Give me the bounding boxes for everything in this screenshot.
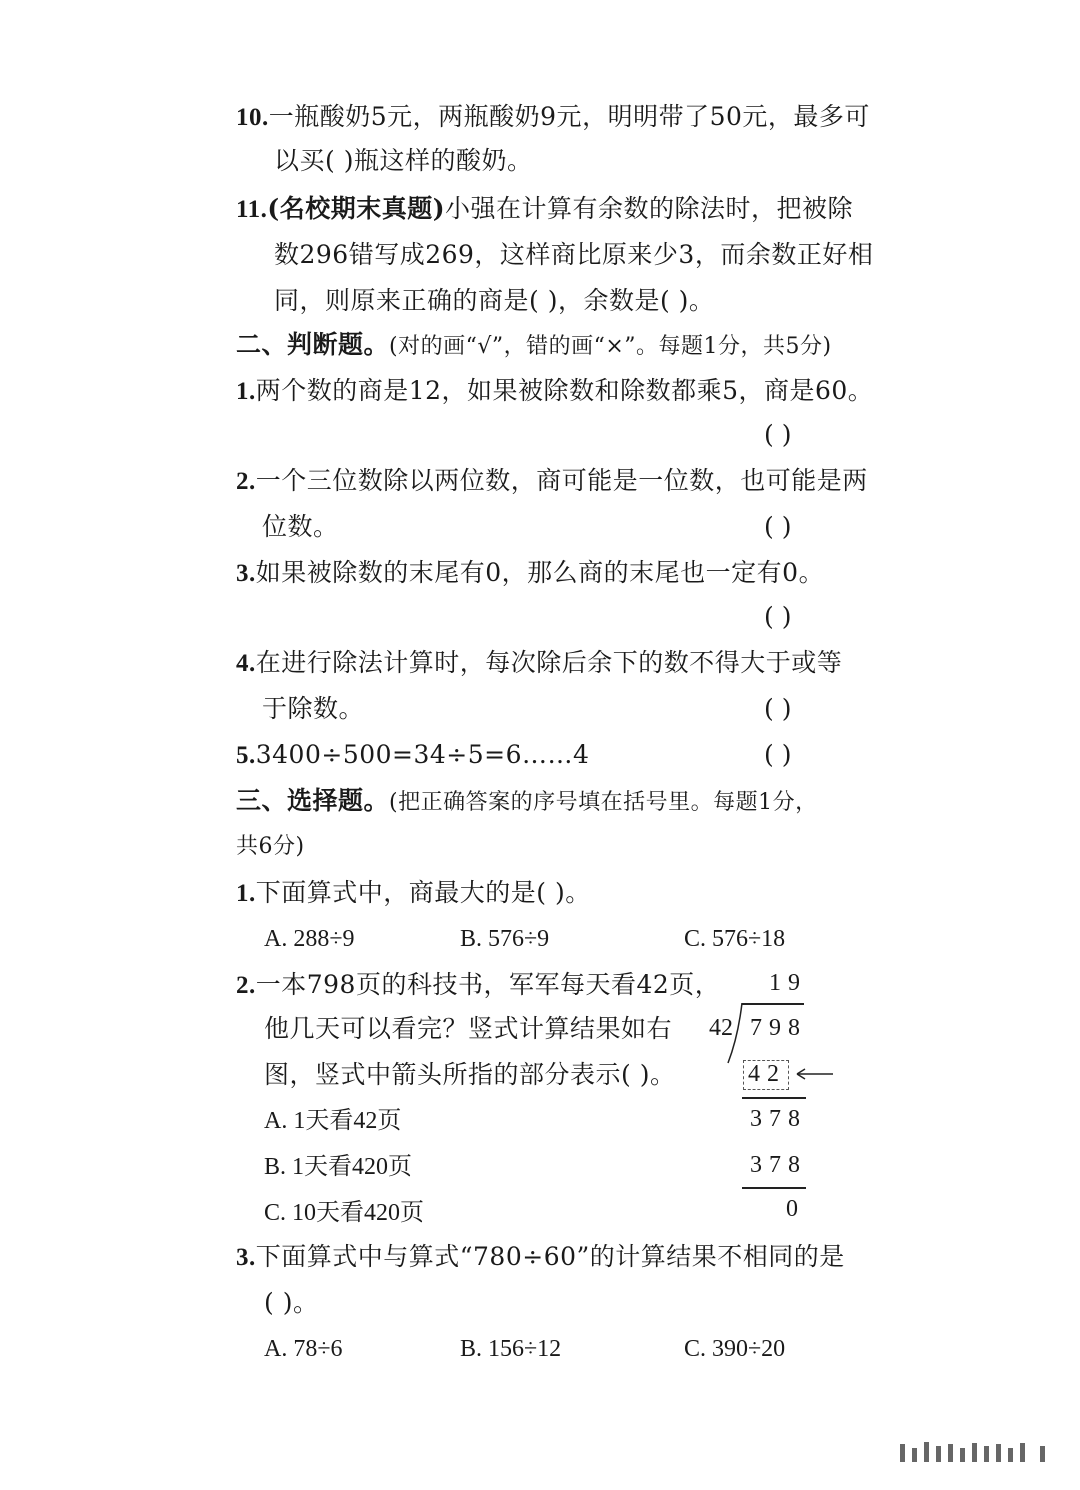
answer-paren[interactable]: ( ): [764, 694, 792, 723]
ld-remainder: 0: [786, 1196, 805, 1222]
ld-step2: 378: [750, 1106, 807, 1132]
judge-item-2-line1: [236, 464, 868, 499]
option-c[interactable]: C. 576÷18: [684, 926, 786, 952]
footer-bar: [996, 1444, 1001, 1462]
arrow-left-icon: [793, 1066, 835, 1082]
judge-item-3-line1: [236, 556, 824, 591]
question-11-line2: 数296错写成269，这样商比原来少3，而余数正好相: [274, 240, 874, 269]
question-text: 下面算式中与算式“780÷60”的计算结果不相同的是: [255, 1242, 845, 1271]
choice-q2-line2: 他几天可以看完？竖式计算结果如右: [264, 1014, 673, 1043]
footer-bar: [984, 1446, 989, 1462]
question-11-line1: [236, 192, 853, 227]
footer-bar: [936, 1446, 941, 1462]
ld-line-2: [742, 1187, 806, 1189]
question-tag: (名校期末真题): [267, 194, 446, 223]
answer-paren[interactable]: ( ): [764, 420, 792, 449]
question-number: 2.: [236, 468, 256, 495]
question-number: 3.: [236, 560, 256, 587]
answer-paren[interactable]: ( ): [764, 512, 792, 541]
footer-bar: [1020, 1443, 1025, 1462]
question-number: 5.: [236, 742, 256, 769]
question-text: 下面算式中，商最大的是( )。: [255, 878, 591, 907]
judge-item-1-line1: [236, 374, 873, 409]
judge-item-4-line1: [236, 646, 842, 681]
section-instructions: (把正确答案的序号填在括号里。每题1分，: [389, 790, 818, 815]
question-number: 1.: [236, 378, 256, 405]
question-text: 3400÷500=34÷5=6……4: [255, 740, 590, 769]
option-c[interactable]: C. 10天看420页: [264, 1200, 425, 1226]
choice-q1: [236, 876, 591, 911]
footer-bar: [900, 1444, 905, 1462]
question-number: 4.: [236, 650, 256, 677]
ld-step1: 42: [748, 1061, 786, 1087]
option-b[interactable]: B. 1天看420页: [264, 1154, 413, 1180]
judge-item-2-line2: 位数。: [262, 512, 339, 541]
question-text: 一本798页的科技书，军军每天看42页，: [255, 970, 721, 999]
ld-top-line: [742, 1003, 804, 1005]
footer-bar: [912, 1448, 917, 1462]
footer-bar: [1040, 1446, 1045, 1462]
question-11-line3: 同，则原来正确的商是( )，余数是( )。: [274, 286, 715, 315]
option-b[interactable]: B. 156÷12: [460, 1336, 562, 1362]
choice-q3-line1: [236, 1240, 845, 1275]
question-10-line1: [236, 100, 870, 135]
ld-line-1: [742, 1097, 806, 1099]
ld-quotient: 19: [769, 970, 807, 996]
question-number: 1.: [236, 880, 256, 907]
section-2-header: [236, 328, 832, 364]
judge-item-5-line1: [236, 738, 589, 773]
question-text: 两个数的商是12，如果被除数和除数都乘5，商是60。: [255, 376, 874, 405]
question-number: 3.: [236, 1244, 256, 1271]
section-3-instructions-line2: 共6分): [236, 834, 305, 859]
choice-q2-line3: 图，竖式中箭头所指的部分表示( )。: [264, 1060, 676, 1089]
footer-bar: [972, 1443, 977, 1462]
question-text: 小强在计算有余数的除法时，把被除: [445, 194, 854, 223]
question-10-line2: 以买( )瓶这样的酸奶。: [274, 146, 533, 175]
question-text: 如果被除数的末尾有0，那么商的末尾也一定有0。: [255, 558, 825, 587]
option-a[interactable]: A. 1天看42页: [264, 1108, 402, 1134]
footer-bar: [960, 1448, 965, 1462]
option-a[interactable]: A. 78÷6: [264, 1336, 343, 1362]
answer-paren[interactable]: ( ): [764, 602, 792, 631]
question-text: 一个三位数除以两位数，商可能是一位数，也可能是两: [255, 466, 868, 495]
ld-divisor: 42: [709, 1015, 733, 1041]
choice-q2-line1: [236, 968, 720, 1003]
ld-dividend: 798: [750, 1015, 807, 1041]
judge-item-4-line2: 于除数。: [262, 694, 365, 723]
option-a[interactable]: A. 288÷9: [264, 926, 355, 952]
footer-bar: [924, 1442, 929, 1462]
option-c[interactable]: C. 390÷20: [684, 1336, 786, 1362]
section-title: 二、判断题。: [236, 330, 390, 359]
section-instructions: (对的画“√”，错的画“×”。每题1分，共5分): [389, 334, 832, 359]
footer-bar: [948, 1444, 953, 1462]
section-title: 三、选择题。: [236, 786, 390, 815]
section-3-header: [236, 784, 818, 820]
footer-bar: [1008, 1448, 1013, 1462]
answer-paren[interactable]: ( ): [764, 740, 792, 769]
question-text: 一瓶酸奶5元，两瓶酸奶9元，明明带了50元，最多可: [268, 102, 870, 131]
choice-q3-line2: ( )。: [264, 1288, 319, 1317]
question-number: 11.: [236, 196, 268, 223]
ld-step3: 378: [750, 1152, 807, 1178]
option-b[interactable]: B. 576÷9: [460, 926, 550, 952]
question-number: 10.: [236, 104, 269, 131]
question-text: 在进行除法计算时，每次除后余下的数不得大于或等: [255, 648, 843, 677]
question-number: 2.: [236, 972, 256, 999]
